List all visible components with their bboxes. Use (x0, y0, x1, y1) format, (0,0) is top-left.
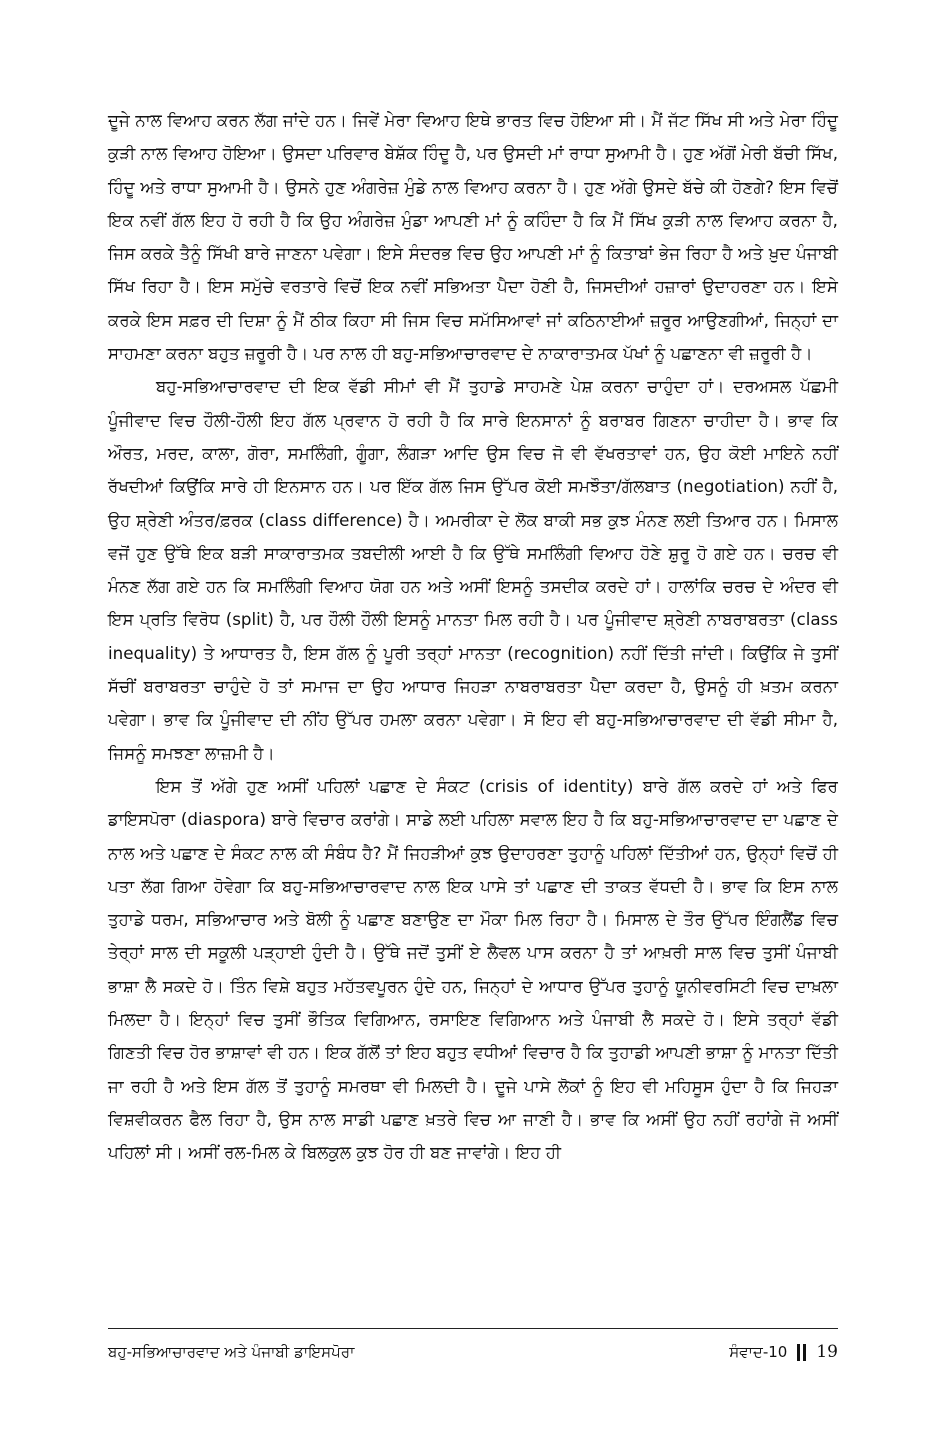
page-body (108, 104, 838, 1170)
footer-rule (108, 1328, 838, 1329)
footer-right (729, 1342, 838, 1362)
paragraph-2: ਬਹੁ-ਸਭਿਆਚਾਰਵਾਦ ਦੀ ਇਕ ਵੱਡੀ ਸੀਮਾਂ ਵੀ ਮੈਂ ਤੁਹਾਡੇ ਸਾਹਮਣੇ ਪੇਸ਼ ਕਰਨਾ ਚਾਹੁੰਦਾ ਹਾਂ। ਦਰਅਸਲ ਪੱਛਮੀ ਪੂੰਜੀਵਾਦ ਵਿਚ ਹੌਲੀ-ਹੌਲੀ ਇਹ ਗੱਲ ਪ੍ਰਵਾਨ ਹੋ ਰਹੀ ਹੈ ਕਿ ਸਾਰੇ ਇਨਸਾਨਾਂ ਨੂੰ ਬਰਾਬਰ ਗਿਣਨਾ ਚਾਹੀਦਾ ਹੈ। ਭਾਵ ਕਿ ਔਰਤ, ਮਰਦ, ਕਾਲਾ, ਗੋਰਾ, ਸਮਲਿੰਗੀ, ਗੂੰਗਾ, ਲੰਗੜਾ ਆਦਿ ਉਸ ਵਿਚ ਜੋ ਵੀ ਵੱਖਰਤਾਵਾਂ ਹਨ, ਉਹ ਕੋਈ ਮਾਇਨੇ ਨਹੀਂ ਰੱਖਦੀਆਂ ਕਿਉਂਕਿ ਸਾਰੇ ਹੀ ਇਨਸਾਨ ਹਨ। ਪਰ ਇੱਕ ਗੱਲ ਜਿਸ ਉੱਪਰ ਕੋਈ ਸਮਝੌਤਾ/ਗੱਲਬਾਤ (negotiation) ਨਹੀਂ ਹੈ, ਉਹ ਸ਼੍ਰੇਣੀ ਅੰਤਰ/ਫ਼ਰਕ (class difference) ਹੈ। ਅਮਰੀਕਾ ਦੇ ਲੋਕ ਬਾਕੀ ਸਭ ਕੁਝ ਮੰਨਣ ਲਈ ਤਿਆਰ ਹਨ। ਮਿਸਾਲ ਵਜੋਂ ਹੁਣ ਉੱਥੇ ਇਕ ਬੜੀ ਸਾਕਾਰਾਤਮਕ ਤਬਦੀਲੀ ਆਈ ਹੈ ਕਿ ਉੱਥੇ ਸਮਲਿੰਗੀ ਵਿਆਹ ਹੋਣੇ ਸ਼ੁਰੂ ਹੋ ਗਏ ਹਨ। ਚਰਚ ਵੀ ਮੰਨਣ ਲੱਗ ਗਏ ਹਨ ਕਿ ਸਮਲਿੰਗੀ ਵਿਆਹ ਯੋਗ ਹਨ ਅਤੇ ਅਸੀਂ ਇਸਨੂੰ ਤਸਦੀਕ ਕਰਦੇ ਹਾਂ। ਹਾਲਾਂਕਿ ਚਰਚ ਦੇ ਅੰਦਰ ਵੀ ਇਸ ਪ੍ਰਤਿ ਵਿਰੋਧ (split) ਹੈ, ਪਰ ਹੌਲੀ ਹੌਲੀ ਇਸਨੂੰ ਮਾਨਤਾ ਮਿਲ ਰਹੀ ਹੈ। ਪਰ ਪੂੰਜੀਵਾਦ ਸ਼੍ਰੇਣੀ ਨਾਬਰਾਬਰਤਾ (class inequality) ਤੇ ਆਧਾਰਤ ਹੈ, ਇਸ ਗੱਲ ਨੂੰ ਪੂਰੀ ਤਰ੍ਹਾਂ ਮਾਨਤਾ (recognition) ਨਹੀਂ ਦਿੱਤੀ ਜਾਂਦੀ। ਕਿਉਂਕਿ ਜੇ ਤੁਸੀਂ ਸੱਚੀਂ ਬਰਾਬਰਤਾ ਚਾਹੁੰਦੇ ਹੋ ਤਾਂ ਸਮਾਜ ਦਾ ਉਹ ਆਧਾਰ ਜਿਹੜਾ ਨਾਬਰਾਬਰਤਾ ਪੈਦਾ ਕਰਦਾ ਹੈ, ਉਸਨੂੰ ਹੀ ਖ਼ਤਮ ਕਰਨਾ ਪਵੇਗਾ। ਭਾਵ ਕਿ ਪੂੰਜੀਵਾਦ ਦੀ ਨੀਂਹ ਉੱਪਰ ਹਮਲਾ ਕਰਨਾ ਪਵੇਗਾ। ਸੋ ਇਹ ਵੀ ਬਹੁ-ਸਭਿਆਚਾਰਵਾਦ ਦੀ ਵੱਡੀ ਸੀਮਾ ਹੈ, ਜਿਸਨੂੰ ਸਮਝਣਾ ਲਾਜ਼ਮੀ ਹੈ। (108, 376, 838, 763)
page-number: 19 (816, 1342, 838, 1362)
separator-bars-icon (797, 1344, 806, 1361)
page-footer (108, 1336, 838, 1368)
footer-book-title: ਬਹੁ-ਸਭਿਆਚਾਰਵਾਦ ਅਤੇ ਪੰਜਾਬੀ ਡਾਇਸਪੋਰਾ (108, 1343, 355, 1361)
footer-journal-name: ਸੰਵਾਦ-10 (729, 1343, 788, 1361)
paragraph-3: ਇਸ ਤੋਂ ਅੱਗੇ ਹੁਣ ਅਸੀਂ ਪਹਿਲਾਂ ਪਛਾਣ ਦੇ ਸੰਕਟ (crisis of identity) ਬਾਰੇ ਗੱਲ ਕਰਦੇ ਹਾਂ ਅਤੇ ਫਿਰ ਡਾਇਸਪੋਰਾ (diaspora) ਬਾਰੇ ਵਿਚਾਰ ਕਰਾਂਗੇ। ਸਾਡੇ ਲਈ ਪਹਿਲਾ ਸਵਾਲ ਇਹ ਹੈ ਕਿ ਬਹੁ-ਸਭਿਆਚਾਰਵਾਦ ਦਾ ਪਛਾਣ ਦੇ ਨਾਲ ਅਤੇ ਪਛਾਣ ਦੇ ਸੰਕਟ ਨਾਲ ਕੀ ਸੰਬੰਧ ਹੈ? ਮੈਂ ਜਿਹੜੀਆਂ ਕੁਝ ਉਦਾਹਰਣਾ ਤੁਹਾਨੂੰ ਪਹਿਲਾਂ ਦਿੱਤੀਆਂ ਹਨ, ਉਨ੍ਹਾਂ ਵਿਚੋਂ ਹੀ ਪਤਾ ਲੱਗ ਗਿਆ ਹੋਵੇਗਾ ਕਿ ਬਹੁ-ਸਭਿਆਚਾਰਵਾਦ ਨਾਲ ਇਕ ਪਾਸੇ ਤਾਂ ਪਛਾਣ ਦੀ ਤਾਕਤ ਵੱਧਦੀ ਹੈ। ਭਾਵ ਕਿ ਇਸ ਨਾਲ ਤੁਹਾਡੇ ਧਰਮ, ਸਭਿਆਚਾਰ ਅਤੇ ਬੋਲੀ ਨੂੰ ਪਛਾਣ ਬਣਾਉਣ ਦਾ ਮੌਕਾ ਮਿਲ ਰਿਹਾ ਹੈ। ਮਿਸਾਲ ਦੇ ਤੌਰ ਉੱਪਰ ਇੰਗਲੈਂਡ ਵਿਚ ਤੇਰ੍ਹਾਂ ਸਾਲ ਦੀ ਸਕੂਲੀ ਪੜ੍ਹਾਈ ਹੁੰਦੀ ਹੈ। ਉੱਥੇ ਜਦੋਂ ਤੁਸੀਂ ਏ ਲੈਵਲ ਪਾਸ ਕਰਨਾ ਹੈ ਤਾਂ ਆਖ਼ਰੀ ਸਾਲ ਵਿਚ ਤੁਸੀਂ ਪੰਜਾਬੀ ਭਾਸ਼ਾ ਲੈ ਸਕਦੇ ਹੋ। ਤਿੰਨ ਵਿਸ਼ੇ ਬਹੁਤ ਮਹੱਤਵਪੂਰਨ ਹੁੰਦੇ ਹਨ, ਜਿਨ੍ਹਾਂ ਦੇ ਆਧਾਰ ਉੱਪਰ ਤੁਹਾਨੂੰ ਯੂਨੀਵਰਸਿਟੀ ਵਿਚ ਦਾਖ਼ਲਾ ਮਿਲਦਾ ਹੈ। ਇਨ੍ਹਾਂ ਵਿਚ ਤੁਸੀਂ ਭੌਤਿਕ ਵਿਗਿਆਨ, ਰਸਾਇਣ ਵਿਗਿਆਨ ਅਤੇ ਪੰਜਾਬੀ ਲੈ ਸਕਦੇ ਹੋ। ਇਸੇ ਤਰ੍ਹਾਂ ਵੱਡੀ ਗਿਣਤੀ ਵਿਚ ਹੋਰ ਭਾਸ਼ਾਵਾਂ ਵੀ ਹਨ। ਇਕ ਗੱਲੋਂ ਤਾਂ ਇਹ ਬਹੁਤ ਵਧੀਆਂ ਵਿਚਾਰ ਹੈ ਕਿ ਤੁਹਾਡੀ ਆਪਣੀ ਭਾਸ਼ਾ ਨੂੰ ਮਾਨਤਾ ਦਿੱਤੀ ਜਾ ਰਹੀ ਹੈ ਅਤੇ ਇਸ ਗੱਲ ਤੋਂ ਤੁਹਾਨੂੰ ਸਮਰਥਾ ਵੀ ਮਿਲਦੀ ਹੈ। ਦੂਜੇ ਪਾਸੇ ਲੋਕਾਂ ਨੂੰ ਇਹ ਵੀ ਮਹਿਸੂਸ ਹੁੰਦਾ ਹੈ ਕਿ ਜਿਹੜਾ ਵਿਸ਼ਵੀਕਰਨ ਫੈਲ ਰਿਹਾ ਹੈ, ਉਸ ਨਾਲ ਸਾਡੀ ਪਛਾਣ ਖ਼ਤਰੇ ਵਿਚ ਆ ਜਾਣੀ ਹੈ। ਭਾਵ ਕਿ ਅਸੀਂ ਉਹ ਨਹੀਂ ਰਹਾਂਗੇ ਜੋ ਅਸੀਂ ਪਹਿਲਾਂ ਸੀ। ਅਸੀਂ ਰਲ-ਮਿਲ ਕੇ ਬਿਲਕੁਲ ਕੁਝ ਹੋਰ ਹੀ ਬਣ ਜਾਵਾਂਗੇ। ਇਹ ਹੀ (108, 775, 838, 1163)
paragraph-1: ਦੂਜੇ ਨਾਲ ਵਿਆਹ ਕਰਨ ਲੱਗ ਜਾਂਦੇ ਹਨ। ਜਿਵੇਂ ਮੇਰਾ ਵਿਆਹ ਇਥੇ ਭਾਰਤ ਵਿਚ ਹੋਇਆ ਸੀ। ਮੈਂ ਜੱਟ ਸਿੱਖ ਸੀ ਅਤੇ ਮੇਰਾ ਹਿੰਦੂ ਕੁੜੀ ਨਾਲ ਵਿਆਹ ਹੋਇਆ। ਉਸਦਾ ਪਰਿਵਾਰ ਬੇਸ਼ੱਕ ਹਿੰਦੂ ਹੈ, ਪਰ ਉਸਦੀ ਮਾਂ ਰਾਧਾ ਸੁਆਮੀ ਹੈ। ਹੁਣ ਅੱਗੋਂ ਮੇਰੀ ਬੱਚੀ ਸਿੱਖ, ਹਿੰਦੂ ਅਤੇ ਰਾਧਾ ਸੁਆਮੀ ਹੈ। ਉਸਨੇ ਹੁਣ ਅੰਗਰੇਜ਼ ਮੁੰਡੇ ਨਾਲ ਵਿਆਹ ਕਰਨਾ ਹੈ। ਹੁਣ ਅੱਗੇ ਉਸਦੇ ਬੱਚੇ ਕੀ ਹੋਣਗੇ? ਇਸ ਵਿਚੋਂ ਇਕ ਨਵੀਂ ਗੱਲ ਇਹ ਹੋ ਰਹੀ ਹੈ ਕਿ ਉਹ ਅੰਗਰੇਜ਼ ਮੁੰਡਾ ਆਪਣੀ ਮਾਂ ਨੂੰ ਕਹਿੰਦਾ ਹੈ ਕਿ ਮੈਂ ਸਿੱਖ ਕੁੜੀ ਨਾਲ ਵਿਆਹ ਕਰਨਾ ਹੈ, ਜਿਸ ਕਰਕੇ ਤੈਨੂੰ ਸਿੱਖੀ ਬਾਰੇ ਜਾਣਨਾ ਪਵੇਗਾ। ਇਸੇ ਸੰਦਰਭ ਵਿਚ ਉਹ ਆਪਣੀ ਮਾਂ ਨੂੰ ਕਿਤਾਬਾਂ ਭੇਜ ਰਿਹਾ ਹੈ ਅਤੇ ਖ਼ੁਦ ਪੰਜਾਬੀ ਸਿੱਖ ਰਿਹਾ ਹੈ। ਇਸ ਸਮੁੱਚੇ ਵਰਤਾਰੇ ਵਿਚੋਂ ਇਕ ਨਵੀਂ ਸਭਿਅਤਾ ਪੈਦਾ ਹੋਣੀ ਹੈ, ਜਿਸਦੀਆਂ ਹਜ਼ਾਰਾਂ ਉਦਾਹਰਣਾ ਹਨ। ਇਸੇ ਕਰਕੇ ਇਸ ਸਫ਼ਰ ਦੀ ਦਿਸ਼ਾ ਨੂੰ ਮੈਂ ਠੀਕ ਕਿਹਾ ਸੀ ਜਿਸ ਵਿਚ ਸਮੱਸਿਆਵਾਂ ਜਾਂ ਕਠਿਨਾਈਆਂ ਜ਼ਰੂਰ ਆਉਣਗੀਆਂ, ਜਿਨ੍ਹਾਂ ਦਾ ਸਾਹਮਣਾ ਕਰਨਾ ਬਹੁਤ ਜ਼ਰੂਰੀ ਹੈ। ਪਰ ਨਾਲ ਹੀ ਬਹੁ-ਸਭਿਆਚਾਰਵਾਦ ਦੇ ਨਾਕਾਰਾਤਮਕ ਪੱਖਾਂ ਨੂੰ ਪਛਾਣਨਾ ਵੀ ਜ਼ਰੂਰੀ ਹੈ। (108, 110, 838, 364)
